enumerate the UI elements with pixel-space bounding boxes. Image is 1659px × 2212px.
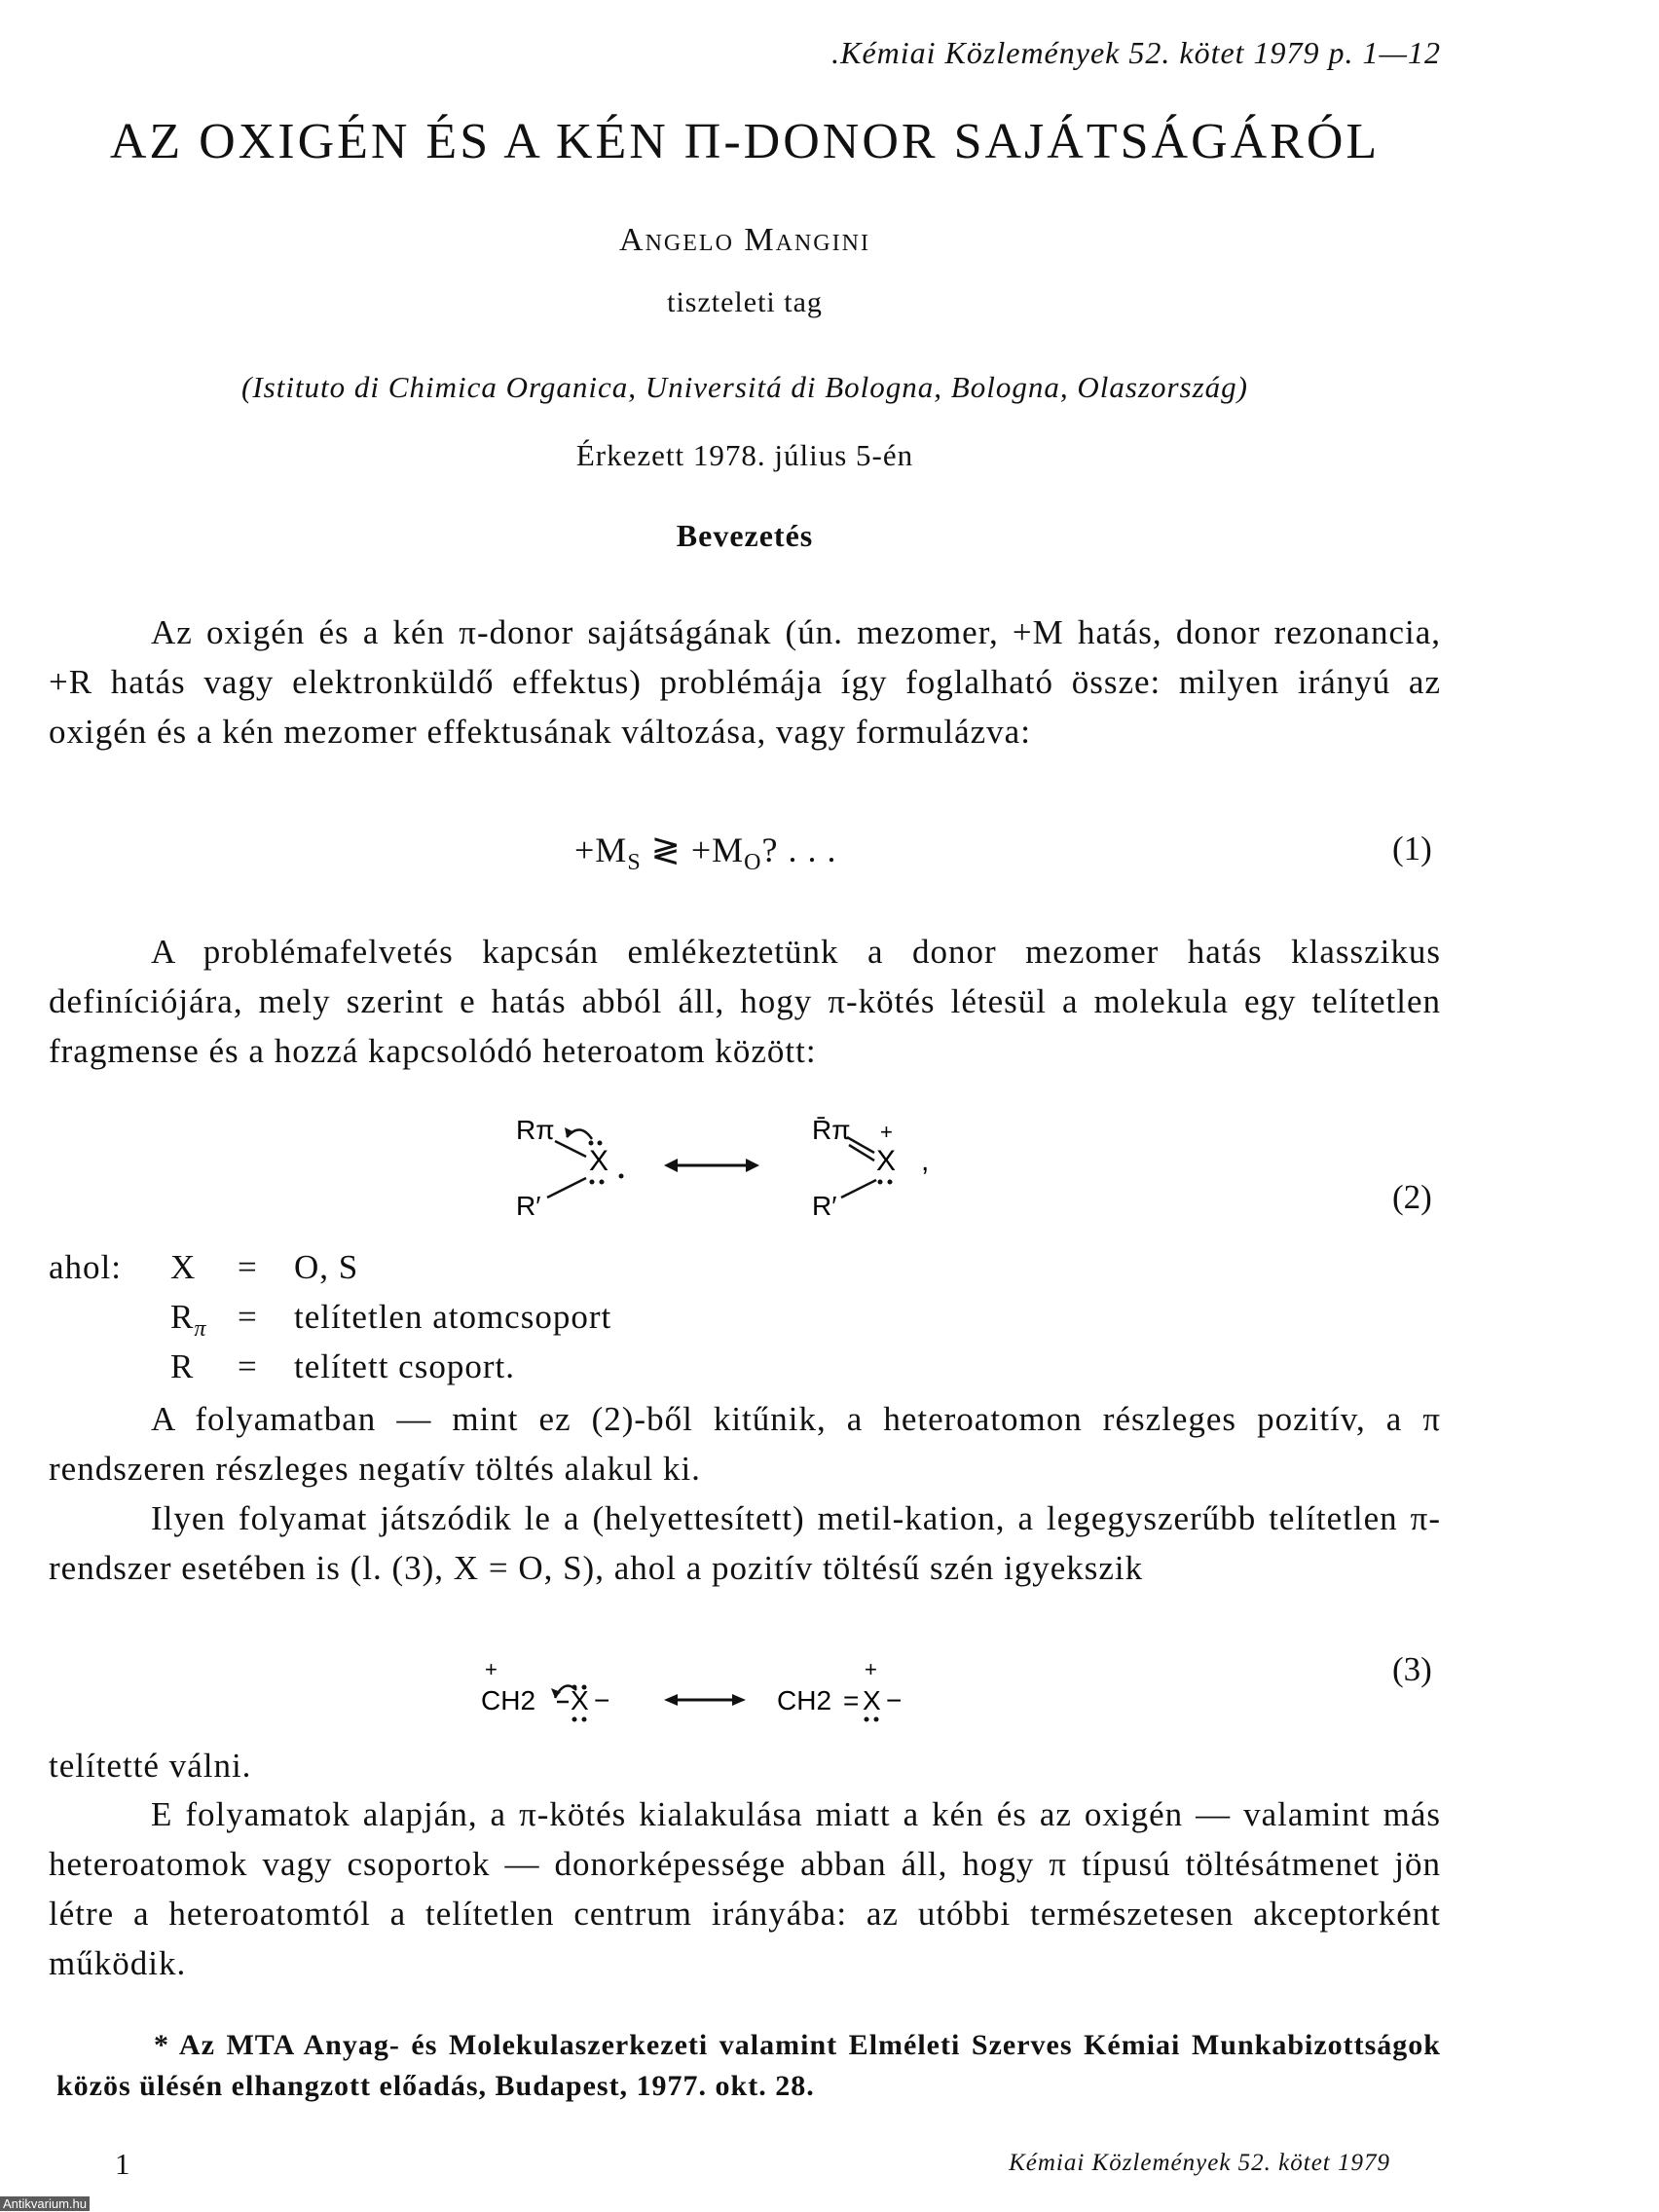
- eq2-arrow-right-head: [746, 1159, 759, 1172]
- eq2-lone-pair-dot: [600, 1180, 605, 1185]
- eq3-lone-pair-dot: [582, 1717, 587, 1722]
- where-sym: [170, 1298, 206, 1343]
- eq3-left-dash: −: [594, 1685, 610, 1715]
- paragraph-6: E folyamatok alapján, a π-kötés kialakulása miatt a kén és az oxigén — valamint más heteroatomok vagy csoportok — donorképessége abban áll, hogy π típusú töltésátmenet jön létre a heteroatomtól a telítetlen centrum irányába: az utóbbi természetesen akceptorként működik.: [49, 1795, 1441, 1982]
- eq2-right-plus: +: [880, 1120, 893, 1144]
- page-number: 1: [115, 2147, 130, 2181]
- where-sym: R: [170, 1347, 195, 1385]
- eq3-lone-pair-dot: [572, 1717, 577, 1722]
- eq1-mo-sub: O: [744, 850, 762, 875]
- author-affiliation: (Istituto di Chimica Organica, Universitá di Bologna, Bologna, Olaszország): [241, 370, 1248, 404]
- footnote-text: * Az MTA Anyag- és Molekulaszerkezeti valamint Elméleti Szerves Kémiai Munkabizottságok közös ülésén elhangzott előadás, Budapest, 1977. okt. 28.: [56, 2029, 1441, 2102]
- eq2-left-x: X: [589, 1145, 609, 1177]
- where-sym: X: [170, 1248, 197, 1286]
- received-date: Érkezett 1978. július 5-én: [575, 438, 914, 472]
- where-def: O, S: [294, 1248, 359, 1286]
- eq1-relation: ≷: [641, 830, 691, 869]
- eq2-right-x: X: [876, 1145, 897, 1177]
- eq3-arrow-left-head: [664, 1694, 678, 1706]
- equation-3-diagram: [467, 1655, 954, 1743]
- eq2-left-rpi: Rπ: [516, 1115, 555, 1145]
- author-rank: tiszteleti tag: [667, 286, 823, 318]
- eq2-comma: ,: [921, 1145, 930, 1177]
- eq2-lone-pair-dot: [598, 1141, 603, 1146]
- eq3-left-ch2: CH2: [481, 1685, 536, 1715]
- watermark: Antikvarium.hu: [0, 2196, 90, 2211]
- eq2-left-bond-bottom: [547, 1178, 586, 1198]
- eq1-tail: ? . . .: [761, 830, 837, 869]
- where-eq: =: [238, 1298, 258, 1336]
- eq2-lone-pair-dot: [590, 1180, 595, 1185]
- eq1-mo: +M: [690, 830, 745, 869]
- eq2-left-r: R′: [516, 1191, 541, 1221]
- paragraph-3: A folyamatban — mint ez (2)-ből kitűnik, a heteroatomon részleges pozitív, a π rendszeren részleges negatív töltés alakul ki.: [49, 1400, 1441, 1488]
- eq2-period-dot: [619, 1174, 624, 1179]
- eq2-right-bond-bottom: [841, 1180, 876, 1198]
- eq3-right-eq: =: [843, 1685, 860, 1715]
- footnote: [56, 2025, 1441, 2107]
- eq2-left-bond-top: [555, 1141, 586, 1157]
- eq1-ms: +M: [574, 830, 628, 869]
- where-sym-sub: π: [194, 1316, 207, 1342]
- section-heading: Bevezetés: [676, 518, 814, 553]
- eq3-right-x: X: [863, 1685, 881, 1715]
- paragraph-2: A problémafelvetés kapcsán emlékeztetünk a donor mezomer hatás klasszikus definíciójára, mely szerint e hatás abból áll, hogy π-kötés létesül a molekula egy telítetlen fragmense és a hozzá kapcsolódó heteroatom között:: [49, 933, 1441, 1070]
- where-eq: =: [238, 1347, 258, 1385]
- eq1-ms-sub: S: [627, 850, 642, 875]
- eq3-lone-pair-dot: [874, 1717, 879, 1722]
- running-header: .Kémiai Közlemények 52. kötet 1979 p. 1—12: [831, 35, 1441, 70]
- equation-3-number: (3): [1392, 1650, 1432, 1688]
- equation-2-diagram: [487, 1100, 993, 1236]
- where-eq: =: [238, 1248, 258, 1286]
- article-title: AZ OXIGÉN ÉS A KÉN Π-DONOR SAJÁTSÁGÁRÓL: [109, 114, 1381, 169]
- eq2-lone-pair-dot: [589, 1141, 594, 1146]
- paragraph-5: telítetté válni.: [49, 1747, 252, 1785]
- where-def: telítetlen atomcsoport: [294, 1298, 612, 1336]
- paragraph-4: Ilyen folyamat játszódik le a (helyettesített) metil-kation, a legegyszerűbb telítetlen π-rendszer esetében is (l. (3), X = O, S), ahol a pozitív töltésű szén igyekszik: [49, 1499, 1441, 1587]
- eq3-right-dash: −: [886, 1685, 903, 1715]
- eq2-lone-pair-dot: [888, 1180, 893, 1185]
- eq2-right-rpi: R̄π: [812, 1115, 851, 1145]
- where-sym-letter: R: [170, 1298, 195, 1336]
- eq3-left-x: X: [571, 1685, 589, 1715]
- eq3-lone-pair-dot: [865, 1717, 869, 1722]
- author-name: Angelo Mangini: [619, 222, 870, 258]
- eq3-left-plus: +: [485, 1657, 498, 1681]
- eq2-arrow-left-head: [664, 1159, 678, 1172]
- where-def: telített csoport.: [294, 1347, 515, 1385]
- where-label: ahol:: [49, 1248, 122, 1286]
- paragraph-1: Az oxigén és a kén π-donor sajátságának (ún. mezomer, +M hatás, donor rezonancia, +R hatás vagy elektronküldő effektus) problémája így foglalható össze: milyen irányú az oxigén és a kén mezomer effektusának változása, vagy formulázva:: [49, 613, 1441, 751]
- eq3-arrow-right-head: [732, 1694, 746, 1706]
- equation-2-number: (2): [1392, 1178, 1432, 1216]
- eq3-right-ch2: CH2: [777, 1685, 832, 1715]
- eq2-lone-pair-dot: [878, 1180, 883, 1185]
- equation-1-number: (1): [1392, 830, 1432, 867]
- eq2-right-bond-b: [849, 1145, 874, 1161]
- equation-1: [574, 830, 836, 876]
- running-footer: Kémiai Közlemények 52. kötet 1979: [1009, 2150, 1390, 2176]
- eq2-right-r: R′: [812, 1191, 837, 1221]
- eq3-right-plus: +: [865, 1657, 877, 1681]
